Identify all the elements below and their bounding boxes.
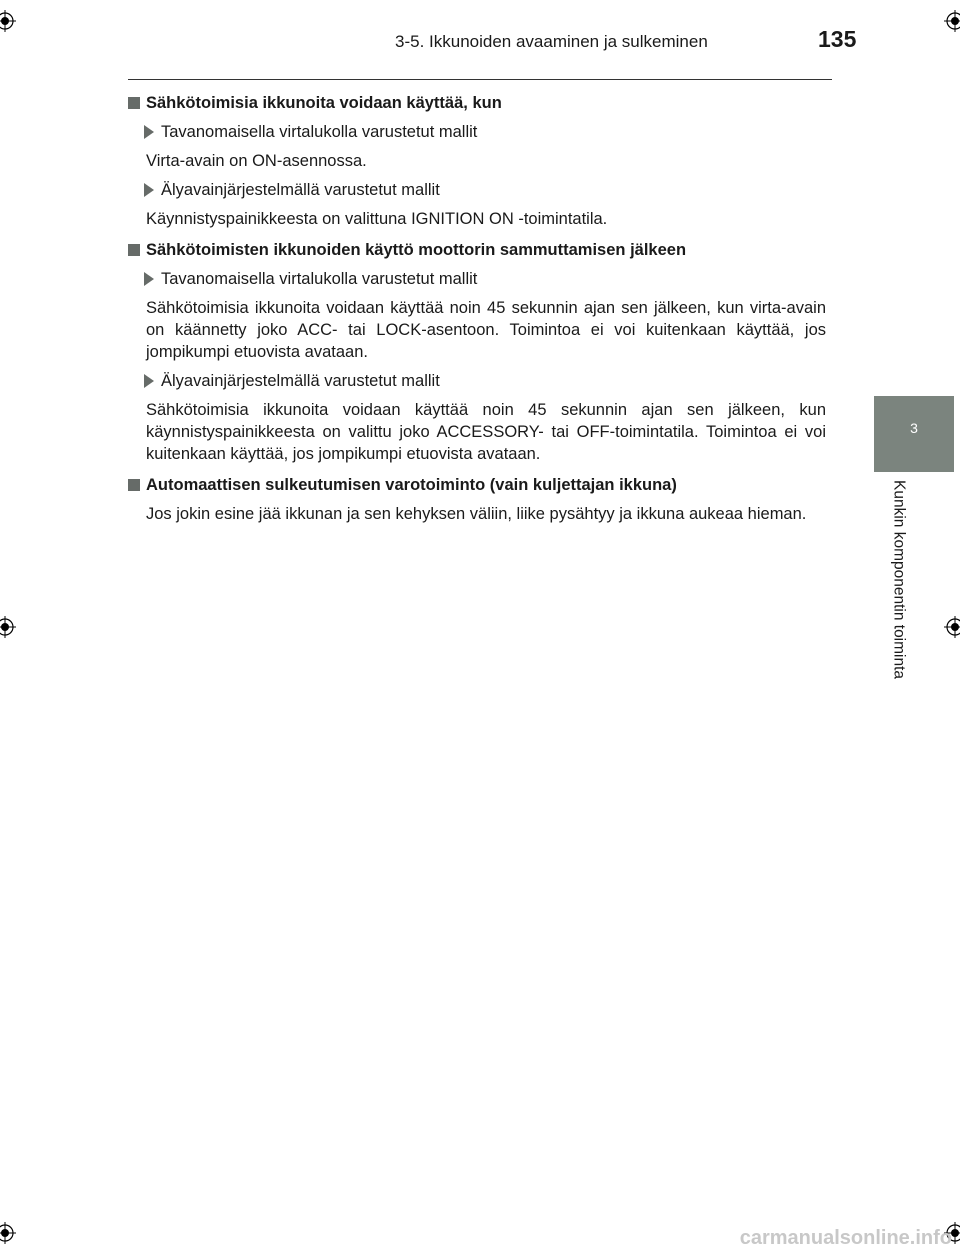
registration-mark-icon: [0, 616, 16, 638]
body-paragraph: Käynnistyspainikkeesta on valittuna IGNITION ON -toimintatila.: [146, 210, 608, 228]
registration-mark-icon: [0, 10, 16, 32]
body-paragraph: Jos jokin esine jää ikkunan ja sen kehyksen väliin, liike pysähtyy ja ikkuna aukeaa hieman.: [146, 505, 807, 523]
watermark: carmanualsonline.info: [739, 1227, 952, 1249]
body-paragraph: Virta-avain on ON-asennossa.: [146, 152, 367, 170]
triangle-bullet-icon: [144, 183, 154, 197]
chapter-tab[interactable]: [874, 396, 954, 472]
square-bullet-icon: [128, 97, 140, 109]
section-heading: Sähkötoimisten ikkunoiden käyttö moottorin sammuttamisen jälkeen: [128, 239, 826, 261]
registration-mark-icon: [0, 1222, 16, 1244]
triangle-bullet-icon: [144, 374, 154, 388]
page-number: 135: [818, 26, 857, 52]
registration-mark-icon: [944, 10, 960, 32]
section-heading: Automaattisen sulkeutumisen varotoiminto (vain kuljettajan ikkuna): [128, 474, 826, 496]
model-subheading: Älyavainjärjestelmällä varustetut mallit: [144, 370, 826, 392]
triangle-bullet-icon: [144, 125, 154, 139]
section-heading: Sähkötoimisia ikkunoita voidaan käyttää, kun: [128, 92, 826, 114]
chapter-number: 3: [910, 420, 918, 436]
header-divider: [128, 79, 832, 80]
model-subheading: Tavanomaisella virtalukolla varustetut mallit: [144, 121, 826, 143]
square-bullet-icon: [128, 479, 140, 491]
section-title: 3-5. Ikkunoiden avaaminen ja sulkeminen: [395, 32, 708, 51]
body-paragraph: Sähkötoimisia ikkunoita voidaan käyttää noin 45 sekunnin ajan sen jälkeen, kun virta-avain on käännetty joko ACC- tai LOCK-asentoon. Toimintoa ei voi kuitenkaan käyttää, jos jompikumpi etuovista avataan.: [146, 299, 826, 361]
triangle-bullet-icon: [144, 272, 154, 286]
model-subheading: Tavanomaisella virtalukolla varustetut mallit: [144, 268, 826, 290]
body-paragraph: Sähkötoimisia ikkunoita voidaan käyttää noin 45 sekunnin ajan sen jälkeen, kun käynnistyspainikkeesta on valittu joko ACCESSORY- tai OFF-toimintatila. Toimintoa ei voi kuitenkaan käyttää, jos jompikumpi etuovista avataan.: [146, 401, 826, 463]
chapter-label: Kunkin komponentin toiminta: [890, 480, 908, 680]
model-subheading: Älyavainjärjestelmällä varustetut mallit: [144, 179, 826, 201]
page-content: [128, 92, 826, 525]
square-bullet-icon: [128, 244, 140, 256]
